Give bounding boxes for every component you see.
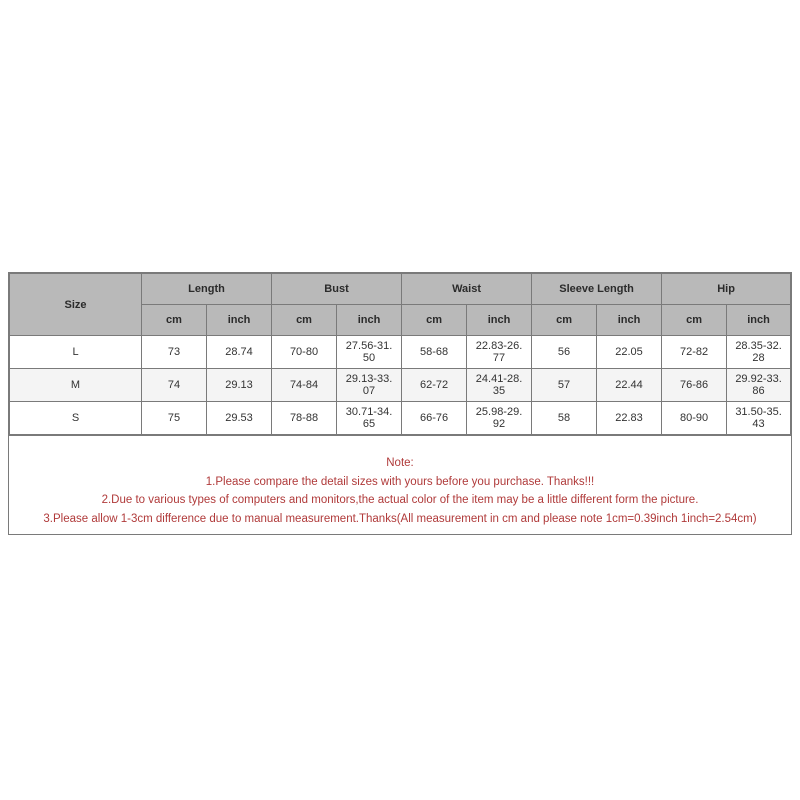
unit-header: inch [467,305,532,336]
unit-header: cm [142,305,207,336]
table-cell: 22.44 [597,369,662,402]
unit-header: inch [597,305,662,336]
table-cell: 22.83-26. 77 [467,336,532,369]
note-line-3: 3.Please allow 1-3cm difference due to manual measurement.Thanks(All measurement in cm and please note 1cm=0.39inch 1inch=2.54cm) [43,512,757,525]
table-cell: 28.35-32. 28 [727,336,791,369]
header-group-row [10,274,791,305]
table-cell: 70-80 [272,336,337,369]
group-header-sleeve-length: Sleeve Length [532,274,662,305]
table-cell: 29.92-33. 86 [727,369,791,402]
table-cell: 75 [142,402,207,435]
table-cell: 29.53 [207,402,272,435]
table-cell: 58 [532,402,597,435]
table-cell: 31.50-35. 43 [727,402,791,435]
note-line-1: 1.Please compare the detail sizes with yours before you purchase. Thanks!!! [205,475,595,488]
table-cell: 80-90 [662,402,727,435]
unit-header: cm [532,305,597,336]
note-block [9,435,791,534]
unit-header: inch [207,305,272,336]
group-header-waist: Waist [402,274,532,305]
group-header-bust: Bust [272,274,402,305]
table-cell: 25.98-29. 92 [467,402,532,435]
size-table [9,273,791,435]
table-cell: 29.13 [207,369,272,402]
table-cell: 30.71-34. 65 [337,402,402,435]
note-line-2: 2.Due to various types of computers and monitors,the actual color of the item may be a little different form the picture. [101,494,699,506]
table-cell: 24.41-28. 35 [467,369,532,402]
size-header: Size [10,274,142,336]
size-rows [10,336,791,435]
size-chart [8,272,792,535]
group-header-length: Length [142,274,272,305]
table-cell: 29.13-33. 07 [337,369,402,402]
table-cell: 58-68 [402,336,467,369]
table-cell: 27.56-31. 50 [337,336,402,369]
table-cell: 22.83 [597,402,662,435]
unit-header: cm [402,305,467,336]
size-cell: M [10,369,142,402]
size-cell: S [10,402,142,435]
table-cell: 57 [532,369,597,402]
table-cell: 22.05 [597,336,662,369]
note-title: Note: [386,457,414,469]
table-row [10,402,791,435]
table-cell: 28.74 [207,336,272,369]
unit-header: inch [727,305,791,336]
size-cell: L [10,336,142,369]
table-cell: 76-86 [662,369,727,402]
table-cell: 72-82 [662,336,727,369]
table-cell: 66-76 [402,402,467,435]
table-cell: 73 [142,336,207,369]
table-cell: 74 [142,369,207,402]
unit-header: cm [272,305,337,336]
table-cell: 74-84 [272,369,337,402]
table-row [10,336,791,369]
unit-header: cm [662,305,727,336]
unit-header: inch [337,305,402,336]
table-cell: 56 [532,336,597,369]
table-row [10,369,791,402]
group-header-hip: Hip [662,274,791,305]
table-cell: 62-72 [402,369,467,402]
table-cell: 78-88 [272,402,337,435]
